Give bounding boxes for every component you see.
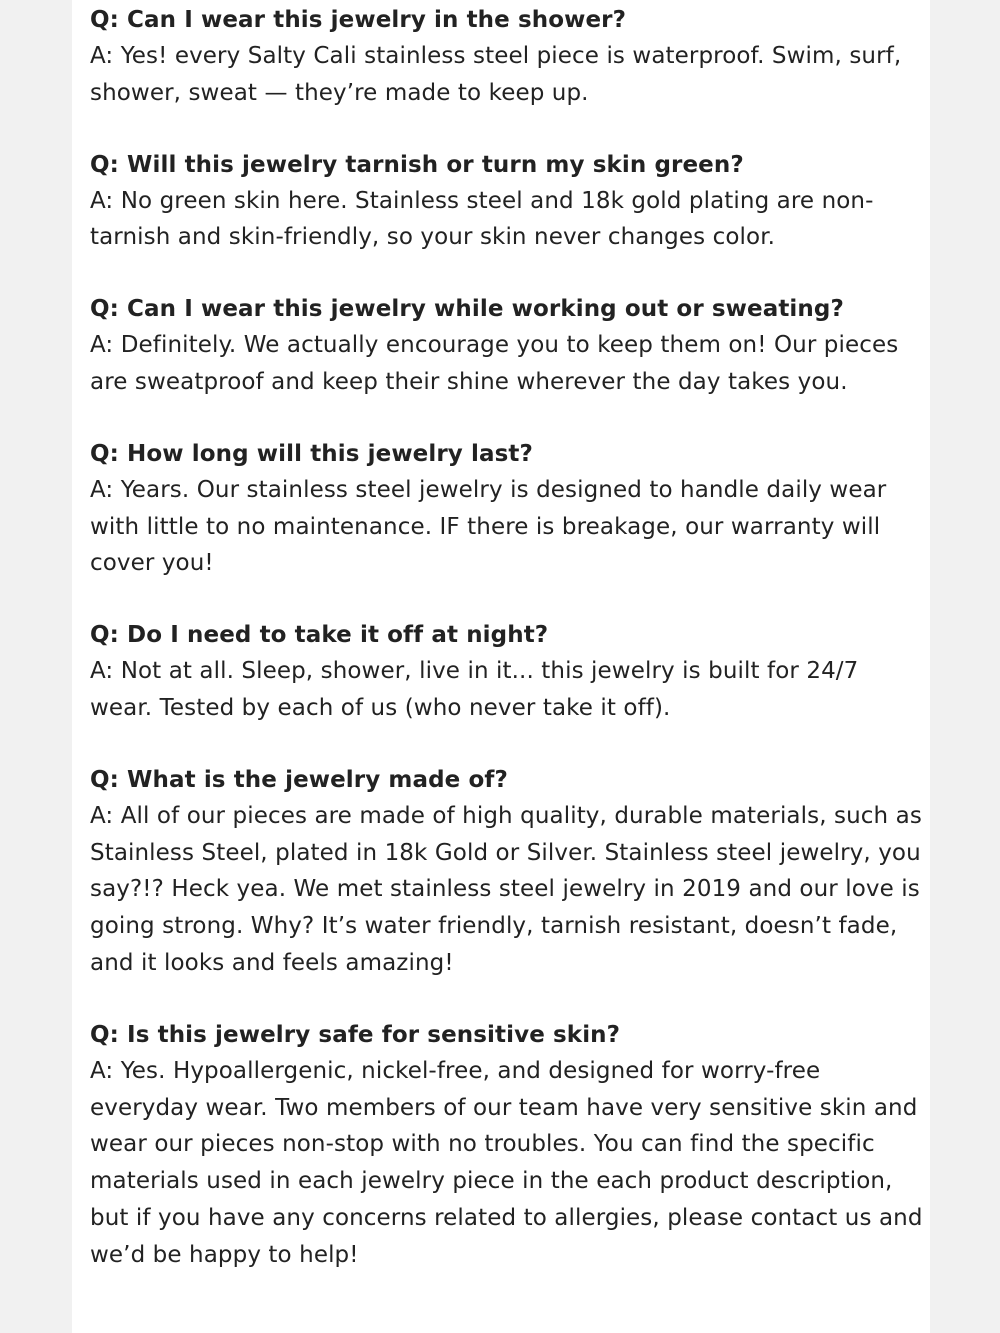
faq-item	[90, 617, 930, 727]
faq-item	[90, 291, 930, 401]
faq-answer: A: Not at all. Sleep, shower, live in it... this jewelry is built for 24/7 wear. Tested by each of us (who never take it off).	[90, 658, 859, 721]
faq-item	[90, 436, 930, 582]
faq-answer: A: All of our pieces are made of high quality, durable materials, such as Stainless Steel, plated in 18k Gold or Silver. Stainless steel jewelry, you say?!? Heck yea. We met stainless steel jewelry in 2019 and our love is going strong. Why? It’s water friendly, tarnish resistant, doesn’t fade, and it looks and feels amazing!	[90, 802, 922, 976]
faq-question: Q: Can I wear this jewelry in the shower?	[90, 7, 627, 33]
faq-question: Q: Can I wear this jewelry while working out or sweating?	[90, 296, 844, 323]
faq-answer: A: Yes! every Salty Cali stainless steel piece is waterproof. Swim, surf, shower, sweat — they’re made to keep up.	[90, 43, 902, 106]
faq-question: Q: What is the jewelry made of?	[90, 766, 508, 793]
faq-question: Q: Is this jewelry safe for sensitive skin?	[90, 1021, 621, 1048]
faq-answer: A: Definitely. We actually encourage you to keep them on! Our pieces are sweatproof and keep their shine wherever the day takes you.	[90, 332, 899, 395]
faq-answer: A: No green skin here. Stainless steel and 18k gold plating are non-tarnish and skin-friendly, so your skin never changes color.	[90, 187, 874, 251]
faq-page	[72, 0, 930, 1333]
faq-item	[90, 147, 930, 257]
faq-answer: A: Yes. Hypoallergenic, nickel-free, and designed for worry-free everyday wear. Two members of our team have very sensitive skin and wear our pieces non-stop with no troubles. You can find the specific materials used in each jewelry piece in the each product description, but if you have any concerns related to allergies, please contact us and we’d be happy to help!	[90, 1057, 923, 1268]
faq-question: Q: How long will this jewelry last?	[90, 440, 533, 467]
faq-question: Q: Do I need to take it off at night?	[90, 622, 549, 649]
faq-answer: A: Years. Our stainless steel jewelry is designed to handle daily wear with little to no maintenance. IF there is breakage, our warranty will cover you!	[90, 476, 887, 577]
faq-item	[90, 1017, 930, 1274]
faq-question: Q: Will this jewelry tarnish or turn my skin green?	[90, 151, 744, 178]
faq-item	[90, 762, 930, 982]
faq-item	[90, 2, 930, 112]
